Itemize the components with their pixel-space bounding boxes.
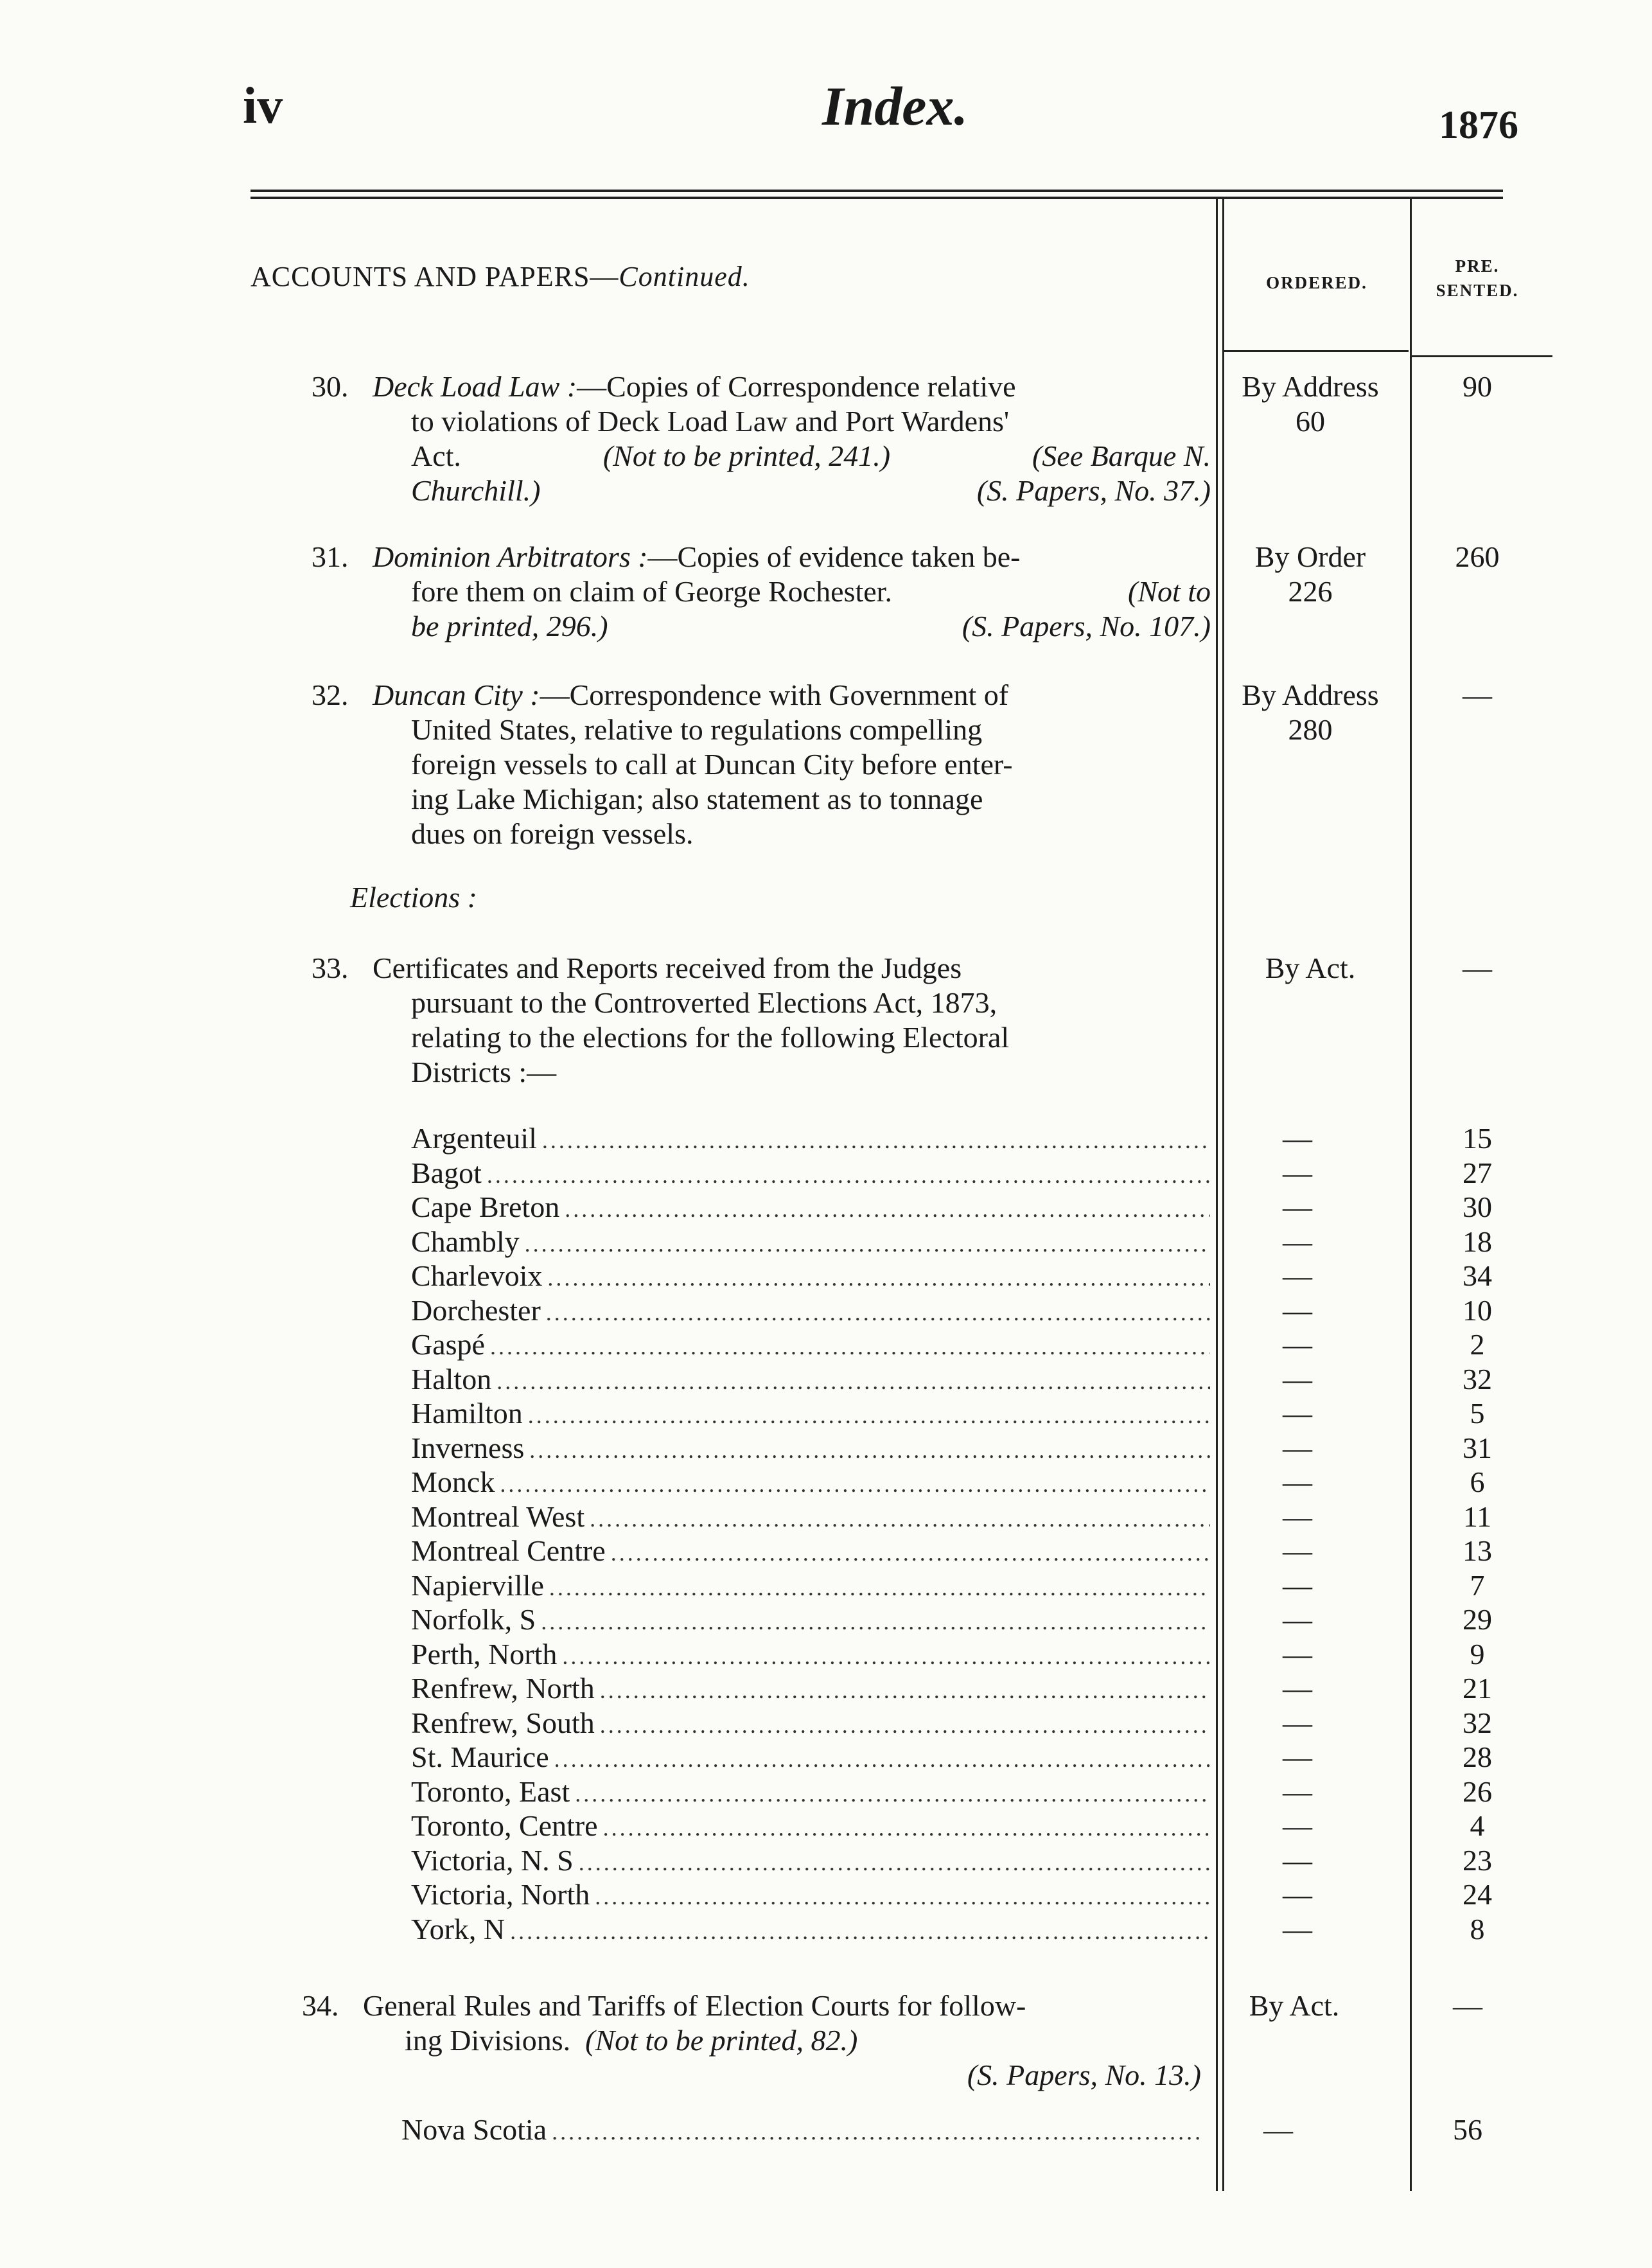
district-name: Perth, North [411, 1637, 558, 1670]
district-row [411, 1362, 1214, 1397]
district-name: Montreal Centre [411, 1534, 606, 1567]
column-header-rule-presented [1411, 355, 1552, 357]
district-presented: 13 [1463, 1534, 1492, 1567]
entry-32-line2: United States, relative to regulations compelling [411, 713, 983, 746]
entry-31-line2 [312, 574, 1211, 609]
leader-dots [565, 1192, 1210, 1227]
header-rule-bottom [250, 197, 1503, 199]
district-presented: 5 [1470, 1397, 1485, 1430]
entry-note: (See Barque N. [1032, 439, 1211, 472]
leader-dots [554, 1742, 1210, 1777]
column-divider-ordered-left-a [1216, 199, 1218, 2191]
district-row [411, 1156, 1214, 1191]
district-name: Inverness [411, 1431, 525, 1464]
entry-30 [312, 369, 1211, 508]
leader-dots [546, 1296, 1210, 1331]
section-heading [250, 260, 750, 293]
column-divider-ordered-left-b [1222, 199, 1224, 2191]
district-ordered: — [1283, 1225, 1312, 1258]
district-row [411, 1121, 1214, 1156]
district-row [401, 2113, 1204, 2147]
district-name: Chambly [411, 1225, 520, 1258]
district-name: Renfrew, South [411, 1706, 595, 1739]
entry-32-line3: foreign vessels to call at Duncan City before enter- [411, 748, 1013, 781]
sessional-paper-ref: (S. Papers, No. 107.) [962, 610, 1211, 642]
leader-dots [528, 1399, 1210, 1433]
district-row [411, 1190, 1214, 1225]
district-row [411, 1775, 1214, 1809]
district-presented: 24 [1463, 1878, 1492, 1911]
district-name: Renfrew, North [411, 1672, 595, 1705]
district-row [411, 1877, 1214, 1912]
column-divider-presented-left [1410, 199, 1412, 2191]
entry-note: be printed, 296.) [411, 610, 608, 642]
leader-dots [549, 1571, 1210, 1606]
district-presented: 10 [1463, 1293, 1492, 1327]
leader-dots [542, 1124, 1210, 1158]
entry-34-line2 [302, 2023, 1201, 2058]
district-ordered: — [1283, 1293, 1312, 1327]
district-ordered: — [1283, 1534, 1312, 1567]
district-presented: 29 [1463, 1603, 1492, 1636]
district-row [411, 1500, 1214, 1534]
district-row [411, 1327, 1214, 1362]
district-row [411, 1431, 1214, 1466]
district-ordered: — [1283, 1741, 1312, 1773]
entry-note: (Not to [1127, 575, 1211, 608]
entry-number: 31. [312, 540, 349, 573]
page-number: iv [243, 78, 283, 134]
leader-dots [595, 1880, 1210, 1915]
district-presented: 18 [1463, 1225, 1492, 1258]
entry-text: Act. [411, 439, 461, 472]
district-name: Bagot [411, 1156, 482, 1189]
leader-dots [600, 1674, 1210, 1708]
ordered-number: 226 [1288, 575, 1333, 608]
district-presented: 30 [1463, 1191, 1492, 1223]
district-ordered: — [1283, 1466, 1312, 1498]
district-presented: 32 [1463, 1362, 1492, 1395]
section-heading-continued: Continued. [619, 261, 750, 292]
ordered-by: By Address [1242, 370, 1379, 403]
district-presented: 27 [1463, 1156, 1492, 1189]
entry-text: —Copies of Correspondence relative [577, 370, 1016, 403]
district-name: Norfolk, S [411, 1603, 536, 1636]
entry-number: 34. [302, 1989, 339, 2022]
district-row [411, 1706, 1214, 1741]
leader-dots [529, 1433, 1210, 1468]
district-name: Cape Breton [411, 1191, 560, 1223]
district-row [411, 1843, 1214, 1878]
elections-subheading: Elections : [350, 881, 477, 914]
electoral-district-list [411, 1121, 1214, 1946]
entry-33-presented: — [1463, 952, 1492, 984]
entry-title: Duncan City : [373, 678, 540, 711]
district-presented: 21 [1463, 1672, 1492, 1705]
entry-31-line1 [312, 540, 1211, 574]
entry-text: —Correspondence with Government of [540, 678, 1009, 711]
column-header-presented-line1: PRE. [1455, 256, 1500, 276]
ordered-number: 60 [1296, 405, 1325, 438]
entry-note: Churchill.) [411, 474, 541, 507]
leader-dots [600, 1708, 1210, 1743]
page-year: 1876 [1439, 103, 1518, 147]
leader-dots [525, 1227, 1210, 1262]
district-row [411, 1602, 1214, 1637]
leader-dots [490, 1330, 1210, 1365]
entry-34-presented: — [1453, 1989, 1482, 2022]
district-ordered: — [1283, 1156, 1312, 1189]
leader-dots [500, 1467, 1210, 1502]
district-presented: 2 [1470, 1328, 1485, 1361]
district-presented: 7 [1470, 1568, 1485, 1602]
entry-text: General Rules and Tariffs of Election Courts for follow- [363, 1989, 1026, 2022]
district-presented: 11 [1463, 1500, 1492, 1533]
entry-32-line5: dues on foreign vessels. [411, 817, 694, 850]
header-rule-top [250, 190, 1503, 192]
district-row [411, 1259, 1214, 1293]
entry-31 [312, 540, 1211, 644]
column-header-presented [1413, 254, 1542, 303]
entry-number: 30. [312, 370, 349, 403]
entry-note: (Not to be printed, 82.) [585, 2024, 858, 2057]
district-name: Halton [411, 1362, 492, 1395]
district-presented: 23 [1463, 1843, 1492, 1877]
entry-33-line2: pursuant to the Controverted Elections Act, 1873, [411, 986, 997, 1019]
entry-note: (Not to be printed, 241.) [602, 439, 891, 472]
entry-34 [302, 1989, 1201, 2093]
district-row [411, 1912, 1214, 1947]
ordered-number: 280 [1288, 713, 1333, 746]
district-ordered: — [1283, 1328, 1312, 1361]
entry-32 [312, 678, 1211, 851]
district-row [411, 1637, 1214, 1672]
district-name: Monck [411, 1466, 495, 1498]
nova-scotia-presented: 56 [1453, 2113, 1482, 2146]
leader-dots [590, 1502, 1210, 1537]
district-presented: 31 [1463, 1431, 1492, 1464]
entry-number: 32. [312, 678, 349, 711]
district-ordered: — [1283, 1431, 1312, 1464]
district-presented: 15 [1463, 1122, 1492, 1155]
section-heading-text: ACCOUNTS AND PAPERS— [250, 261, 619, 292]
leader-dots [579, 1846, 1210, 1881]
district-ordered: — [1283, 1637, 1312, 1670]
entry-30-line2: to violations of Deck Load Law and Port Wardens' [411, 405, 1010, 438]
column-header-ordered: ORDERED. [1266, 273, 1367, 292]
sessional-paper-ref: (S. Papers, No. 37.) [976, 474, 1211, 507]
district-ordered: — [1283, 1775, 1312, 1808]
entry-33-line1 [312, 951, 1211, 986]
district-row [411, 1534, 1214, 1568]
entry-31-presented: 260 [1455, 540, 1500, 573]
district-ordered: — [1283, 1500, 1312, 1533]
nova-scotia-ordered: — [1263, 2113, 1293, 2146]
entry-33-line4: Districts :— [411, 1056, 557, 1088]
entry-text: ing Divisions. [405, 2024, 571, 2057]
district-presented: 34 [1463, 1259, 1492, 1292]
district-row [411, 1671, 1214, 1706]
district-name: Charlevoix [411, 1259, 543, 1292]
district-row [411, 1568, 1214, 1603]
district-ordered: — [1283, 1362, 1312, 1395]
district-ordered: — [1283, 1878, 1312, 1911]
entry-33-line3: relating to the elections for the following Electoral [411, 1021, 1010, 1054]
district-ordered: — [1283, 1912, 1312, 1945]
ordered-by: By Order [1254, 540, 1366, 573]
entry-32-line1 [312, 678, 1211, 713]
entry-title: Dominion Arbitrators : [373, 540, 648, 573]
entry-number: 33. [312, 952, 349, 984]
district-name: Hamilton [411, 1397, 523, 1430]
district-ordered: — [1283, 1843, 1312, 1877]
district-ordered: — [1283, 1259, 1312, 1292]
district-name: Victoria, North [411, 1878, 590, 1911]
district-name: Montreal West [411, 1500, 585, 1533]
entry-34-ordered: By Act. [1249, 1989, 1340, 2022]
sessional-paper-ref: (S. Papers, No. 13.) [967, 2059, 1201, 2091]
district-name: York, N [411, 1912, 505, 1945]
district-presented: 6 [1470, 1466, 1485, 1498]
district-row [411, 1396, 1214, 1431]
leader-dots [575, 1777, 1210, 1812]
entry-30-ordered [1227, 369, 1394, 439]
district-name: Dorchester [411, 1293, 541, 1327]
district-presented: 28 [1463, 1741, 1492, 1773]
entry-30-line4 [312, 474, 1211, 508]
district-row [411, 1809, 1214, 1843]
page-title: Index. [822, 75, 968, 137]
leader-dots [562, 1640, 1210, 1674]
entry-32-ordered [1227, 678, 1394, 747]
leader-dots [552, 2115, 1200, 2150]
entry-text: Certificates and Reports received from the Judges [373, 952, 962, 984]
entry-33 [312, 951, 1211, 1090]
district-ordered: — [1283, 1809, 1312, 1842]
entry-31-ordered [1227, 540, 1394, 609]
entry-32-line4: ing Lake Michigan; also statement as to tonnage [411, 783, 983, 815]
leader-dots [541, 1605, 1210, 1640]
entry-30-presented: 90 [1463, 370, 1492, 403]
leader-dots [547, 1261, 1210, 1296]
column-header-presented-line2: SENTED. [1436, 281, 1519, 300]
district-name: St. Maurice [411, 1741, 549, 1773]
district-presented: 26 [1463, 1775, 1492, 1808]
district-name: Victoria, N. S [411, 1843, 574, 1877]
district-ordered: — [1283, 1568, 1312, 1602]
leader-dots [603, 1811, 1210, 1846]
district-presented: 32 [1463, 1706, 1492, 1739]
leader-dots [496, 1365, 1210, 1399]
nova-scotia-row [401, 2113, 1204, 2147]
district-name: Nova Scotia [401, 2113, 547, 2146]
district-name: Toronto, Centre [411, 1809, 598, 1842]
leader-dots [611, 1536, 1210, 1571]
district-ordered: — [1283, 1191, 1312, 1223]
column-header-rule-ordered [1224, 350, 1409, 352]
entry-31-line3 [312, 609, 1211, 644]
district-row [411, 1465, 1214, 1500]
entry-text: —Copies of evidence taken be- [647, 540, 1021, 573]
entry-30-line3 [312, 439, 1211, 474]
district-name: Napierville [411, 1568, 544, 1602]
entry-text: fore them on claim of George Rochester. [411, 575, 892, 608]
district-name: Argenteuil [411, 1122, 537, 1155]
ordered-by: By Address [1242, 678, 1379, 711]
district-presented: 9 [1470, 1637, 1485, 1670]
district-presented: 4 [1470, 1809, 1485, 1842]
district-name: Toronto, East [411, 1775, 570, 1808]
entry-30-line1 [312, 369, 1211, 404]
district-ordered: — [1283, 1672, 1312, 1705]
entry-34-line1 [302, 1989, 1201, 2023]
leader-dots [487, 1158, 1210, 1193]
district-row [411, 1293, 1214, 1328]
entry-33-ordered: By Act. [1265, 952, 1356, 984]
district-name: Gaspé [411, 1328, 485, 1361]
entry-32-presented: — [1463, 678, 1492, 711]
district-ordered: — [1283, 1706, 1312, 1739]
district-presented: 8 [1470, 1912, 1485, 1945]
district-ordered: — [1283, 1603, 1312, 1636]
entry-title: Deck Load Law : [373, 370, 577, 403]
leader-dots [510, 1915, 1210, 1949]
district-row [411, 1225, 1214, 1259]
district-ordered: — [1283, 1397, 1312, 1430]
district-ordered: — [1283, 1122, 1312, 1155]
district-row [411, 1740, 1214, 1775]
